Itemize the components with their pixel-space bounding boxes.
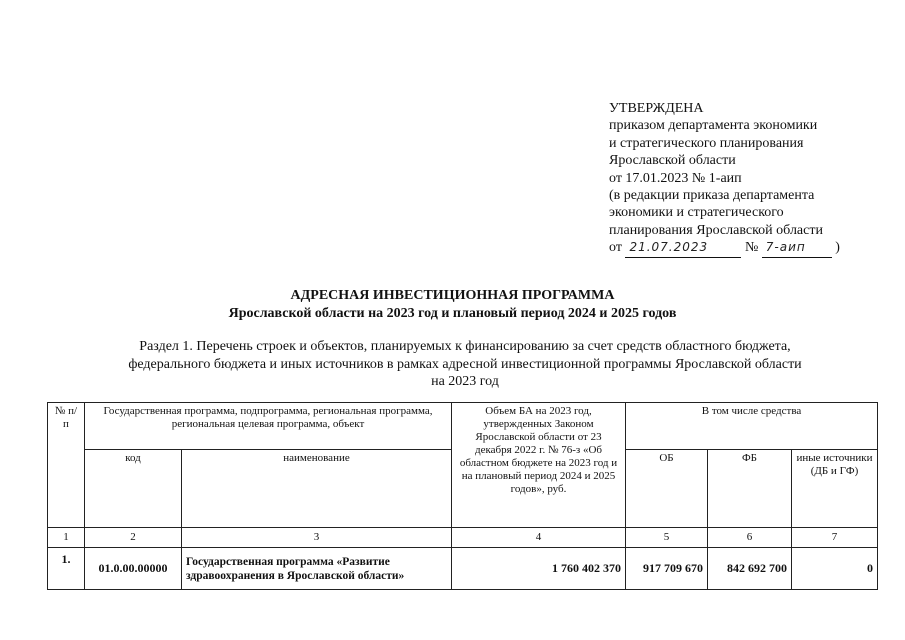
handwritten-date: 21.07.2023 <box>629 240 709 255</box>
row-code: 01.0.00.00000 <box>85 548 182 590</box>
approval-line: от 17.01.2023 № 1-аип <box>609 170 742 186</box>
header-other: иные источники (ДБ и ГФ) <box>792 450 878 528</box>
title-line-2: Ярославской области на 2023 год и плановый период 2024 и 2025 годов <box>228 306 677 321</box>
section-line-2: федерального бюджета и иных источников в рамках адресной инвестиционной программы Ярославской области <box>128 356 802 372</box>
row-volume: 1 760 402 370 <box>452 548 626 590</box>
closing-paren: ) <box>835 240 840 256</box>
handwritten-number: 7-аип <box>765 240 806 255</box>
column-number: 5 <box>626 528 708 548</box>
row-index: 1. <box>48 548 85 590</box>
column-number: 7 <box>792 528 878 548</box>
header-ob: ОБ <box>626 450 708 528</box>
header-number: № п/п <box>48 403 85 528</box>
header-program: Государственная программа, подпрограмма, региональная программа, региональная целевая программа, объект <box>85 403 452 450</box>
column-number: 2 <box>85 528 182 548</box>
section-title <box>70 338 860 391</box>
row-fb: 842 692 700 <box>708 548 792 590</box>
table-row <box>48 548 878 590</box>
header-row-1 <box>48 403 878 450</box>
header-including: В том числе средства <box>626 403 878 450</box>
column-number: 3 <box>182 528 452 548</box>
amendment-date-blank <box>625 239 741 257</box>
approval-line: приказом департамента экономики <box>609 118 818 134</box>
row-name: Государственная программа «Развитие здравоохранения в Ярославской области» <box>182 548 452 590</box>
row-ob: 917 709 670 <box>626 548 708 590</box>
approval-amendment-line <box>609 239 899 257</box>
header-name: наименование <box>182 450 452 528</box>
title-line-1: АДРЕСНАЯ ИНВЕСТИЦИОННАЯ ПРОГРАММА <box>290 288 615 303</box>
investment-table <box>47 402 878 590</box>
row-other: 0 <box>792 548 878 590</box>
approval-line: Ярославской области <box>609 153 736 169</box>
header-volume: Объем БА на 2023 год, утвержденных Законом Ярославской области от 23 декабря 2022 г. № 76-з «Об областном бюджете на 2023 год и на плановый период 2024 и 2025 годов», руб. <box>452 403 626 528</box>
approval-stamp <box>609 100 899 258</box>
from-label: от <box>609 240 622 256</box>
numbering-row <box>48 528 878 548</box>
approval-line: планирования Ярославской области <box>609 222 823 238</box>
number-sign: № <box>744 240 759 256</box>
header-fb: ФБ <box>708 450 792 528</box>
document-title <box>0 287 905 323</box>
section-line-3: на 2023 год <box>431 374 499 389</box>
section-line-1: Раздел 1. Перечень строек и объектов, планируемых к финансированию за счет средств областного бюджета, <box>139 339 791 354</box>
column-number: 1 <box>48 528 85 548</box>
approval-line: (в редакции приказа департамента <box>609 188 815 204</box>
approval-line: и стратегического планирования <box>609 135 804 151</box>
column-number: 4 <box>452 528 626 548</box>
amendment-number-blank <box>762 239 832 257</box>
approval-header: УТВЕРЖДЕНА <box>609 101 704 116</box>
header-code: код <box>85 450 182 528</box>
column-number: 6 <box>708 528 792 548</box>
approval-line: экономики и стратегического <box>609 205 784 221</box>
